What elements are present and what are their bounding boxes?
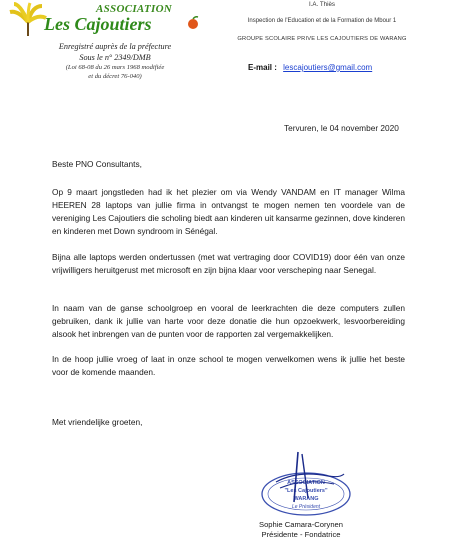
registration-line: Sous le n° 2349/DMB [79,53,151,62]
letter-closing: Met vriendelijke groeten, [52,417,143,427]
school-group-label: GROUPE SCOLAIRE PRIVE LES CAJOUTIERS DE WARANG [237,36,407,42]
law-line: (Loi 68-08 du 26 mars 1968 modifiée [65,64,165,71]
signer-title: Présidente - Fondatrice [261,530,341,539]
cashew-tree-logo-icon [8,2,48,38]
email-row [248,63,372,72]
cashew-fruit-icon [186,16,200,30]
letter-paragraph: In de hoop jullie vroeg of laat in onze school te mogen verwelkomen wens ik jullie het beste voor de komende maanden. [52,354,405,377]
organization-name: Les Cajoutiers [44,14,152,34]
signer-block [236,520,366,540]
email-label: E-mail : [248,63,277,72]
stamp-text: WARANG [293,496,319,502]
letter-paragraph: In naam van de ganse schoolgroep en vooral de leerkrachten die deze computers zullen gebruiken, dank ik jullie van harte voor deze donatie die hun opzoekwerk, lesvoorbereiding alsook het inbrengen van de punten voor de rapporten zal vergemakkelijken. [52,303,405,339]
law-reference [40,64,190,81]
email-link[interactable]: lescajoutiers@gmail.com [283,63,373,72]
stamp-text: "Les Cajoutiers" [284,488,328,494]
registration-line: Enregistré auprès de la préfecture [58,42,172,51]
letter-paragraph: Bijna alle laptops werden ondertussen (met wat vertraging door COVID19) door één van onze vrijwilligers heruitgerust met microsoft en zijn bijna klaar voor verscheping naar Senegal. [52,252,405,275]
registration-info [40,41,190,63]
ia-label: I.A. Thiès [308,1,336,8]
stamp-text: ASSOCIATION [287,480,325,486]
letter-date: Tervuren, le 04 november 2020 [284,123,399,133]
signer-name: Sophie Camara-Corynen [259,520,343,529]
letter-paragraph: Op 9 maart jongstleden had ik het plezier om via Wendy VANDAM en IT manager Wilma HEEREN 28 laptops van jullie firma in ontvangst te mogen nemen ten voordele van de vereniging Les Cajoutiers die scholing biedt aan kinderen uit kansarme gezinnen, dove kinderen en kinderen met Down syndroom in Sénégal. [52,187,405,236]
handwritten-signature [268,448,348,504]
law-line: et du décret 76-040) [88,72,142,80]
letter-greeting: Beste PNO Consultants, [52,159,142,169]
stamp-text: Le Président [291,504,321,510]
association-label: ASSOCIATION [96,3,173,15]
inspection-label: Inspection de l'Education et de la Formation de Mbour 1 [247,18,397,24]
